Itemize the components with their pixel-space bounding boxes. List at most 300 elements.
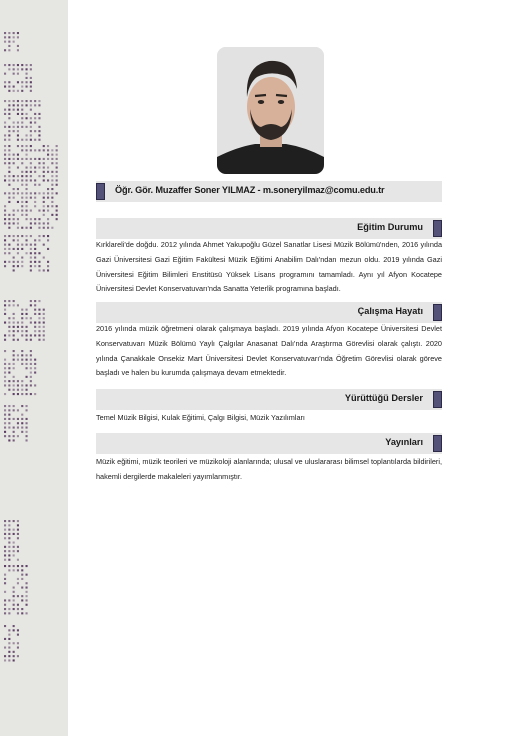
dot	[51, 188, 53, 190]
dot	[8, 32, 10, 34]
dot	[17, 122, 19, 124]
dot	[8, 651, 10, 653]
dot	[4, 313, 6, 315]
dot	[21, 587, 23, 589]
dot	[21, 100, 23, 102]
dot	[30, 130, 32, 132]
dot	[38, 313, 40, 315]
dot	[26, 239, 28, 241]
dot	[4, 261, 6, 263]
dot	[8, 218, 10, 220]
dot	[8, 409, 10, 411]
dot	[8, 363, 10, 365]
dot	[4, 73, 6, 75]
dot	[43, 214, 45, 216]
dot	[30, 81, 32, 83]
dot	[30, 248, 32, 250]
dot	[38, 130, 40, 132]
dot	[4, 36, 6, 38]
dot	[8, 134, 10, 136]
dot	[30, 322, 32, 324]
dot	[4, 350, 6, 352]
dot	[21, 317, 23, 319]
dot	[51, 162, 53, 164]
dot	[4, 49, 6, 51]
dot	[38, 239, 40, 241]
dot	[4, 599, 6, 601]
dot	[8, 227, 10, 229]
dot	[47, 197, 49, 199]
dot	[30, 363, 32, 365]
dot	[26, 354, 28, 356]
dot	[26, 363, 28, 365]
dot	[26, 393, 28, 395]
dot	[8, 384, 10, 386]
dot	[13, 550, 15, 552]
dot	[4, 559, 6, 561]
dot	[47, 179, 49, 181]
dot	[21, 184, 23, 186]
dot	[56, 149, 58, 151]
dot	[43, 322, 45, 324]
dot	[26, 595, 28, 597]
dot	[4, 162, 6, 164]
dot	[34, 222, 36, 224]
dot	[21, 330, 23, 332]
dot	[17, 520, 19, 522]
dot	[17, 533, 19, 535]
dot	[17, 359, 19, 361]
dot	[30, 64, 32, 66]
dot	[43, 269, 45, 271]
dot	[30, 252, 32, 254]
dot	[8, 162, 10, 164]
dot	[26, 227, 28, 229]
dot	[21, 326, 23, 328]
dot	[34, 384, 36, 386]
dot	[21, 139, 23, 141]
dot	[34, 322, 36, 324]
dot	[8, 158, 10, 160]
dot	[17, 222, 19, 224]
dot	[26, 330, 28, 332]
dot	[47, 248, 49, 250]
dot	[21, 171, 23, 173]
dot	[13, 300, 15, 302]
dot	[17, 154, 19, 156]
dot	[8, 638, 10, 640]
decorative-side-panel	[0, 0, 68, 736]
dot	[17, 261, 19, 263]
dot	[26, 81, 28, 83]
dot	[30, 192, 32, 194]
dot	[4, 322, 6, 324]
dot	[13, 192, 15, 194]
dot	[8, 612, 10, 614]
dot	[17, 582, 19, 584]
dot	[26, 339, 28, 341]
section-marker	[96, 183, 105, 200]
dot	[13, 339, 15, 341]
dot	[13, 595, 15, 597]
dot	[26, 389, 28, 391]
dot	[17, 49, 19, 51]
dot	[17, 192, 19, 194]
dot	[4, 304, 6, 306]
dot	[26, 154, 28, 156]
dot	[43, 317, 45, 319]
dot	[30, 380, 32, 382]
dot	[17, 339, 19, 341]
dot	[13, 179, 15, 181]
dot	[21, 149, 23, 151]
dot	[30, 158, 32, 160]
dot	[21, 145, 23, 147]
dot	[13, 431, 15, 433]
dot	[13, 218, 15, 220]
dot	[21, 210, 23, 212]
dot	[8, 367, 10, 369]
dot	[17, 68, 19, 70]
dot	[26, 197, 28, 199]
dot	[8, 304, 10, 306]
dot	[13, 126, 15, 128]
dot	[4, 578, 6, 580]
dot	[34, 122, 36, 124]
dot	[13, 248, 15, 250]
dot	[26, 604, 28, 606]
dot	[38, 218, 40, 220]
dot	[26, 167, 28, 169]
dot	[17, 634, 19, 636]
dot	[34, 197, 36, 199]
dot	[43, 149, 45, 151]
dot	[8, 192, 10, 194]
dot	[8, 372, 10, 374]
dot	[8, 171, 10, 173]
dot	[26, 126, 28, 128]
section-title-work: Çalışma Hayatı	[357, 306, 423, 316]
dot	[26, 384, 28, 386]
dot	[21, 162, 23, 164]
dot	[17, 546, 19, 548]
dot	[8, 659, 10, 661]
dot	[26, 179, 28, 181]
dot	[26, 145, 28, 147]
dot	[47, 227, 49, 229]
dot	[38, 227, 40, 229]
dot	[30, 197, 32, 199]
dot	[38, 334, 40, 336]
dot	[4, 625, 6, 627]
dot	[21, 158, 23, 160]
dot	[17, 73, 19, 75]
dot	[38, 158, 40, 160]
dot	[34, 192, 36, 194]
dot	[4, 405, 6, 407]
dot	[13, 376, 15, 378]
dot	[13, 529, 15, 531]
dot	[34, 359, 36, 361]
dot	[8, 49, 10, 51]
dot	[4, 309, 6, 311]
dot	[13, 90, 15, 92]
dot	[26, 117, 28, 119]
dot	[34, 363, 36, 365]
dot	[56, 162, 58, 164]
dot	[21, 418, 23, 420]
dot	[8, 559, 10, 561]
dot	[4, 139, 6, 141]
dot	[4, 265, 6, 267]
dot	[4, 520, 6, 522]
dot	[30, 139, 32, 141]
dot	[38, 265, 40, 267]
dot	[4, 32, 6, 34]
dot	[47, 154, 49, 156]
dot	[43, 179, 45, 181]
dot	[43, 227, 45, 229]
dot	[30, 235, 32, 237]
dot	[30, 145, 32, 147]
dot	[13, 405, 15, 407]
dot	[13, 304, 15, 306]
dot	[56, 210, 58, 212]
dot	[26, 201, 28, 203]
dot	[4, 205, 6, 207]
dot	[21, 574, 23, 576]
dot	[47, 222, 49, 224]
dot	[26, 171, 28, 173]
dot	[17, 529, 19, 531]
dot	[21, 248, 23, 250]
dot	[21, 380, 23, 382]
dot	[4, 655, 6, 657]
dot	[8, 554, 10, 556]
dot	[26, 574, 28, 576]
dot	[21, 64, 23, 66]
dot	[47, 239, 49, 241]
dot	[21, 192, 23, 194]
dot	[17, 608, 19, 610]
dot	[21, 384, 23, 386]
dot	[8, 145, 10, 147]
dot	[26, 113, 28, 115]
dot	[21, 81, 23, 83]
dot	[21, 608, 23, 610]
dot	[17, 179, 19, 181]
dot	[30, 162, 32, 164]
dot	[43, 330, 45, 332]
dot	[47, 167, 49, 169]
dot	[26, 309, 28, 311]
dot	[17, 565, 19, 567]
dot	[8, 439, 10, 441]
dot	[30, 167, 32, 169]
dot	[4, 222, 6, 224]
dot	[21, 261, 23, 263]
dot	[38, 175, 40, 177]
dot	[26, 435, 28, 437]
dot	[13, 235, 15, 237]
dot	[17, 235, 19, 237]
dot	[30, 261, 32, 263]
dot	[4, 427, 6, 429]
dot	[43, 192, 45, 194]
dot	[17, 418, 19, 420]
dot	[47, 188, 49, 190]
section-bar-education	[96, 218, 442, 239]
dot	[34, 252, 36, 254]
dot	[34, 113, 36, 115]
dot	[17, 629, 19, 631]
dot	[30, 100, 32, 102]
dot	[8, 235, 10, 237]
section-text-courses: Temel Müzik Bilgisi, Kulak Eğitimi, Çalgı Bilgisi, Müzik Yazılımları	[96, 413, 305, 422]
dot	[38, 184, 40, 186]
dot	[21, 205, 23, 207]
dot	[21, 389, 23, 391]
dot	[13, 642, 15, 644]
dot	[56, 184, 58, 186]
dot	[34, 167, 36, 169]
dot	[4, 372, 6, 374]
dot	[13, 359, 15, 361]
dot	[56, 179, 58, 181]
dot	[8, 418, 10, 420]
dot	[17, 244, 19, 246]
dot	[17, 537, 19, 539]
dot	[4, 64, 6, 66]
dot	[17, 578, 19, 580]
dot	[4, 81, 6, 83]
dot	[13, 591, 15, 593]
dot	[13, 389, 15, 391]
dot	[47, 205, 49, 207]
dot	[56, 214, 58, 216]
dot	[13, 154, 15, 156]
dot	[8, 647, 10, 649]
dot	[8, 100, 10, 102]
dot	[43, 167, 45, 169]
dot	[13, 68, 15, 70]
dot	[13, 546, 15, 548]
dot	[43, 334, 45, 336]
dot	[17, 64, 19, 66]
dot	[56, 158, 58, 160]
dot	[26, 405, 28, 407]
dot	[17, 175, 19, 177]
dot	[4, 376, 6, 378]
dot	[17, 134, 19, 136]
dot	[21, 313, 23, 315]
dot	[43, 313, 45, 315]
dot	[47, 261, 49, 263]
dot	[21, 427, 23, 429]
dot	[8, 569, 10, 571]
dot	[17, 604, 19, 606]
dot	[17, 569, 19, 571]
dot	[8, 126, 10, 128]
dot	[43, 205, 45, 207]
dot	[8, 139, 10, 141]
dot	[34, 304, 36, 306]
dot	[47, 269, 49, 271]
dot	[34, 334, 36, 336]
dot	[43, 162, 45, 164]
dot	[26, 100, 28, 102]
dot	[34, 149, 36, 151]
dot	[30, 134, 32, 136]
dot	[13, 334, 15, 336]
dot	[13, 36, 15, 38]
dot	[38, 139, 40, 141]
section-marker	[433, 435, 442, 452]
dot	[30, 68, 32, 70]
dot	[8, 86, 10, 88]
dot	[21, 309, 23, 311]
dot	[51, 192, 53, 194]
dot	[8, 244, 10, 246]
dot	[30, 90, 32, 92]
dot	[4, 41, 6, 43]
dot	[43, 235, 45, 237]
dot	[13, 435, 15, 437]
dot	[13, 41, 15, 43]
dot	[13, 265, 15, 267]
dot	[13, 322, 15, 324]
dot	[4, 659, 6, 661]
dot	[8, 222, 10, 224]
dot	[13, 313, 15, 315]
dot	[34, 248, 36, 250]
dot	[34, 239, 36, 241]
dot	[8, 64, 10, 66]
dot	[13, 608, 15, 610]
dot	[4, 604, 6, 606]
dot	[56, 171, 58, 173]
dot	[17, 81, 19, 83]
dot	[4, 435, 6, 437]
dot	[43, 339, 45, 341]
dot	[8, 81, 10, 83]
dot	[13, 367, 15, 369]
dot	[26, 422, 28, 424]
dot	[38, 309, 40, 311]
dot	[30, 122, 32, 124]
dot	[51, 227, 53, 229]
dot	[21, 68, 23, 70]
dot	[8, 184, 10, 186]
dot	[21, 578, 23, 580]
dot	[13, 317, 15, 319]
dot	[26, 409, 28, 411]
dot	[13, 86, 15, 88]
dot	[21, 363, 23, 365]
dot	[21, 86, 23, 88]
section-bar-publications	[96, 433, 442, 454]
dot	[17, 354, 19, 356]
dot	[13, 651, 15, 653]
dot	[8, 608, 10, 610]
dot	[17, 435, 19, 437]
dot	[26, 205, 28, 207]
dot	[47, 210, 49, 212]
dot	[8, 524, 10, 526]
dot	[13, 330, 15, 332]
dot	[26, 317, 28, 319]
dot	[17, 158, 19, 160]
